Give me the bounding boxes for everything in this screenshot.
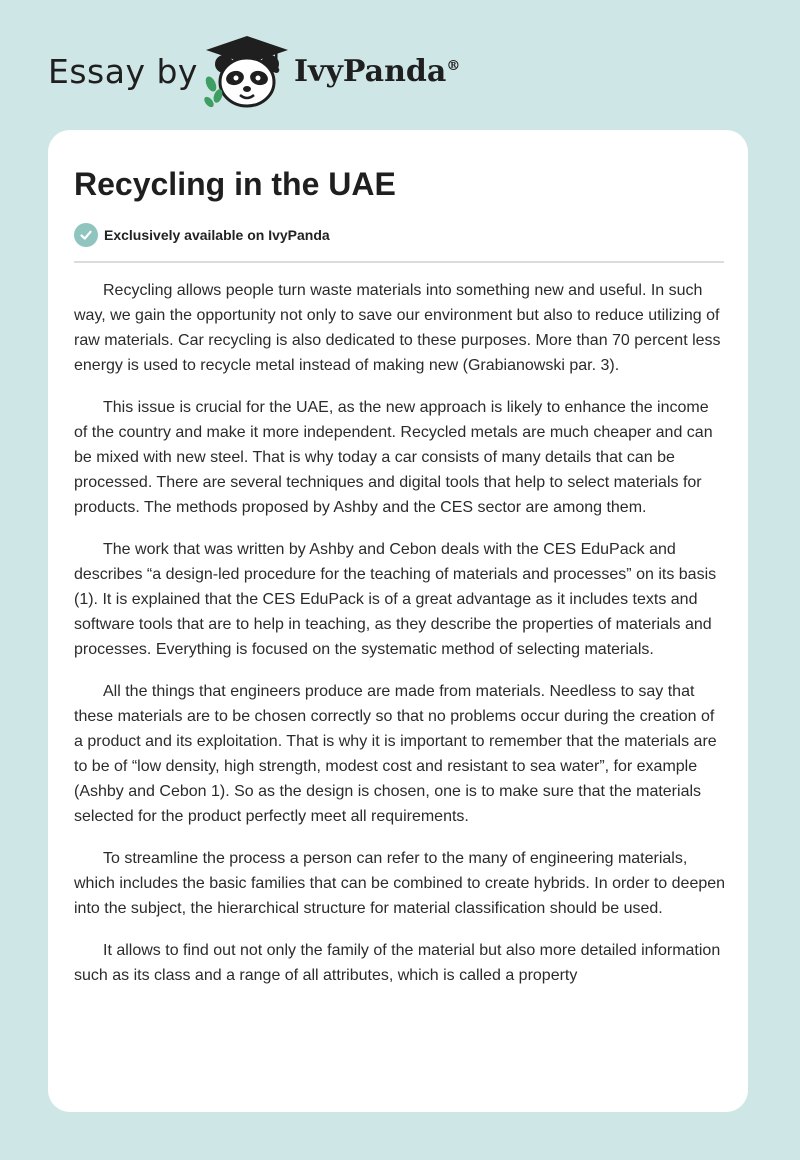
paragraph: The work that was written by Ashby and Cebon deals with the CES EduPack and describes “a design-led procedure for the teaching of materials and processes” on its basis (1). It is explained that the CES EduPack is of a great advantage as it includes texts and software tools that are to help in teaching, as they describe the properties of materials and processes. Everything is focused on the systematic method of selecting materials. [74, 541, 717, 658]
brand-prefix: Essay by [48, 52, 198, 91]
paragraph: This issue is crucial for the UAE, as the new approach is likely to enhance the income of the country and make it more independent. Recycled metals are much cheaper and can be mixed with new steel. That is why today a car consists of many details that can be processed. There are several techniques and digital tools that help to select materials for products. The methods proposed by Ashby and the CES sector are among them. [74, 399, 713, 516]
essay-card [48, 130, 748, 1112]
paragraph: Recycling allows people turn waste materials into something new and useful. In such way, we gain the opportunity not only to save our environment but also to reduce utilizing of raw materials. Car recycling is also dedicated to these purposes. More than 70 percent less energy is used to recycle metal instead of making new (Grabianowski par. 3). [74, 282, 721, 374]
paragraph: It allows to find out not only the family of the material but also more detailed information such as its class and a range of all attributes, which is called a property [74, 942, 721, 984]
check-icon [74, 223, 98, 247]
paragraph: All the things that engineers produce are made from materials. Needless to say that these materials are to be chosen correctly so that no problems occur during the creation of a product and its exploitation. That is why it is important to remember that the materials are to be of “low density, high strength, modest cost and resistant to sea water”, for example (Ashby and Cebon 1). So as the design is chosen, one is to make sure that the materials selected for the product perfectly meet all requirements. [74, 683, 717, 825]
paragraph: To streamline the process a person can refer to the many of engineering materials, which includes the basic families that can be combined to create hybrids. In order to deepen into the subject, the hierarchical structure for material classification should be used. [74, 850, 726, 917]
exclusive-badge [74, 222, 330, 248]
essay-body [74, 278, 726, 1005]
ivypanda-logo-icon[interactable] [202, 34, 292, 110]
page-title: Recycling in the UAE [74, 166, 396, 202]
registered-mark: ® [446, 58, 461, 74]
brand-header [48, 34, 478, 110]
badge-label: Exclusively available on IvyPanda [104, 227, 330, 243]
divider [74, 261, 724, 263]
brand-name[interactable]: IvyPanda® [294, 54, 461, 89]
